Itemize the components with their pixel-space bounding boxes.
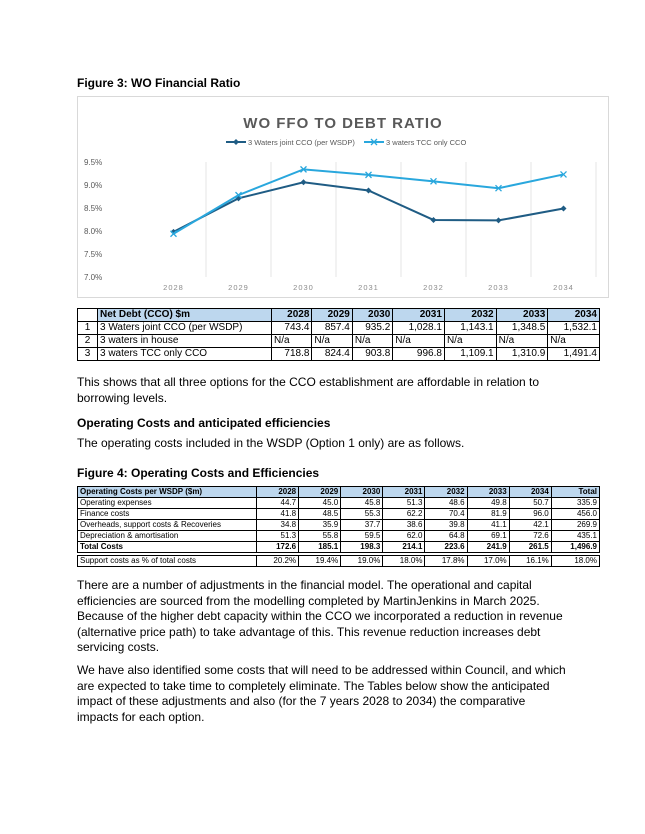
- table-cell: 51.3: [257, 531, 299, 542]
- total-cell: 172.6: [257, 542, 299, 553]
- figure-4-title: Figure 4: Operating Costs and Efficiencies: [77, 466, 320, 480]
- table-cell: 1,109.1: [444, 348, 496, 361]
- table-cell: 72.6: [509, 531, 551, 542]
- header-cell: 2031: [383, 487, 425, 498]
- header-cell: 2029: [299, 487, 341, 498]
- total-cell: 185.1: [299, 542, 341, 553]
- table-row: [78, 322, 600, 335]
- table-cell: 70.4: [425, 509, 467, 520]
- y-tick-label: 9.0%: [84, 181, 103, 190]
- x-tick-label: 2034: [553, 283, 574, 292]
- table-cell: 2: [78, 335, 98, 348]
- operating-costs-table: [77, 486, 600, 567]
- table-cell: Finance costs: [78, 509, 257, 520]
- table-cell: 50.7: [509, 498, 551, 509]
- support-cell: 17.0%: [467, 556, 509, 567]
- x-tick-label: 2029: [228, 283, 249, 292]
- data-point-s1: [301, 179, 307, 185]
- table-cell: N/a: [444, 335, 496, 348]
- table-cell: 62.2: [383, 509, 425, 520]
- table-cell: 39.8: [425, 520, 467, 531]
- total-cell: 223.6: [425, 542, 467, 553]
- legend-label-2: 3 waters TCC only CCO: [386, 138, 467, 147]
- header-cell: 2032: [425, 487, 467, 498]
- table-cell: 49.8: [467, 498, 509, 509]
- table-cell: 824.4: [312, 348, 352, 361]
- table-cell: 38.6: [383, 520, 425, 531]
- header-cell: 2028: [257, 487, 299, 498]
- table-cell: 81.9: [467, 509, 509, 520]
- table-cell: 55.8: [299, 531, 341, 542]
- x-tick-label: 2031: [358, 283, 379, 292]
- table-cell: 1,028.1: [393, 322, 445, 335]
- header-cell: 2033: [496, 309, 548, 322]
- table-row: [78, 520, 600, 531]
- paragraph-operating-costs: The operating costs included in the WSDP (Option 1 only) are as follows.: [77, 436, 465, 450]
- header-cell: Net Debt (CCO) $m: [98, 309, 272, 322]
- table-cell: 1,491.4: [548, 348, 600, 361]
- header-cell: 2033: [467, 487, 509, 498]
- total-cell: 241.9: [467, 542, 509, 553]
- y-tick-label: 7.5%: [84, 250, 103, 259]
- data-point-s1: [366, 188, 372, 194]
- header-cell: 2030: [341, 487, 383, 498]
- y-tick-label: 8.5%: [84, 204, 103, 213]
- table-cell: 48.5: [299, 509, 341, 520]
- data-point-s1: [561, 205, 567, 211]
- support-cell: 19.0%: [341, 556, 383, 567]
- y-tick-label: 8.0%: [84, 227, 103, 236]
- support-cell: 20.2%: [257, 556, 299, 567]
- paragraph-adjustments: There are a number of adjustments in the financial model. The operational and capital efficiencies are sourced from the modelling completed by MartinJenkins in March 2025. Because of the higher debt capacity within the CCO we incorporated a reduction in revenue (alternative price path) to take advantage of this. This revenue reduction increases debt servicing costs.: [77, 578, 563, 654]
- table-cell: 269.9: [551, 520, 599, 531]
- table-cell: 935.2: [352, 322, 392, 335]
- x-tick-label: 2033: [488, 283, 509, 292]
- support-percentage-row: [78, 556, 600, 567]
- header-cell: 2029: [312, 309, 352, 322]
- table-cell: 42.1: [509, 520, 551, 531]
- table-cell: 1,348.5: [496, 322, 548, 335]
- table-cell: 45.0: [299, 498, 341, 509]
- data-point-s1: [431, 217, 437, 223]
- table-row: [78, 531, 600, 542]
- table-cell: N/a: [272, 335, 312, 348]
- table-cell: 45.8: [341, 498, 383, 509]
- table-cell: 55.3: [341, 509, 383, 520]
- table-cell: Overheads, support costs & Recoveries: [78, 520, 257, 531]
- table-cell: N/a: [312, 335, 352, 348]
- table-cell: 335.9: [551, 498, 599, 509]
- total-cell: Total Costs: [78, 542, 257, 553]
- header-cell: 2028: [272, 309, 312, 322]
- table-cell: 35.9: [299, 520, 341, 531]
- table-cell: 903.8: [352, 348, 392, 361]
- header-cell: 2031: [393, 309, 445, 322]
- table-cell: 1,310.9: [496, 348, 548, 361]
- table-cell: Operating expenses: [78, 498, 257, 509]
- chart-title: WO FFO TO DEBT RATIO: [243, 115, 443, 132]
- header-cell: Total: [551, 487, 599, 498]
- table-cell: 3 Waters joint CCO (per WSDP): [98, 322, 272, 335]
- table-row: [78, 498, 600, 509]
- x-tick-label: 2030: [293, 283, 314, 292]
- y-tick-label: 9.5%: [84, 158, 103, 167]
- header-cell: 2030: [352, 309, 392, 322]
- table-cell: 1,143.1: [444, 322, 496, 335]
- table-cell: 857.4: [312, 322, 352, 335]
- table-cell: 3: [78, 348, 98, 361]
- table-cell: 456.0: [551, 509, 599, 520]
- paragraph-affordability: This shows that all three options for the CCO establishment are affordable in relation to borrowing levels.: [77, 375, 540, 405]
- net-debt-table: [77, 308, 600, 361]
- header-cell: 2032: [444, 309, 496, 322]
- support-cell: Support costs as % of total costs: [78, 556, 257, 567]
- header-cell: 2034: [548, 309, 600, 322]
- table-cell: 69.1: [467, 531, 509, 542]
- ffo-debt-ratio-chart: [77, 96, 609, 298]
- figure-3-title: Figure 3: WO Financial Ratio: [77, 76, 241, 90]
- total-row: [78, 542, 600, 553]
- table-cell: 96.0: [509, 509, 551, 520]
- legend-label-1: 3 Waters joint CCO (per WSDP): [248, 138, 355, 147]
- table-cell: 34.8: [257, 520, 299, 531]
- table-cell: 996.8: [393, 348, 445, 361]
- total-cell: 261.5: [509, 542, 551, 553]
- table-cell: 3 waters TCC only CCO: [98, 348, 272, 361]
- table-cell: 37.7: [341, 520, 383, 531]
- table-cell: N/a: [548, 335, 600, 348]
- table-row: [78, 335, 600, 348]
- table-cell: N/a: [393, 335, 445, 348]
- support-cell: 18.0%: [551, 556, 599, 567]
- support-cell: 19.4%: [299, 556, 341, 567]
- table-cell: 41.1: [467, 520, 509, 531]
- table-cell: 3 waters in house: [98, 335, 272, 348]
- chart-svg: [78, 97, 608, 297]
- header-cell: 2034: [509, 487, 551, 498]
- total-cell: 214.1: [383, 542, 425, 553]
- table-cell: 718.8: [272, 348, 312, 361]
- table-row: [78, 348, 600, 361]
- table-cell: 44.7: [257, 498, 299, 509]
- table-cell: 41.8: [257, 509, 299, 520]
- table-cell: 435.1: [551, 531, 599, 542]
- table-header-row: [78, 487, 600, 498]
- x-tick-label: 2032: [423, 283, 444, 292]
- header-cell: [78, 309, 98, 322]
- table-cell: 59.5: [341, 531, 383, 542]
- support-cell: 17.8%: [425, 556, 467, 567]
- table-cell: 62.0: [383, 531, 425, 542]
- y-tick-label: 7.0%: [84, 273, 103, 282]
- table-header-row: [78, 309, 600, 322]
- heading-operating-costs: Operating Costs and anticipated efficiencies: [77, 416, 331, 430]
- table-cell: 64.8: [425, 531, 467, 542]
- paragraph-council-costs: We have also identified some costs that will need to be addressed within Council, and which are expected to take time to completely eliminate. The Tables below show the anticipated impact of these adjustments and also (for the 7 years 2028 to 2034) the comparative impacts for each option.: [77, 663, 566, 724]
- total-cell: 1,496.9: [551, 542, 599, 553]
- table-cell: N/a: [352, 335, 392, 348]
- data-point-s1: [496, 217, 502, 223]
- total-cell: 198.3: [341, 542, 383, 553]
- support-cell: 16.1%: [509, 556, 551, 567]
- support-cell: 18.0%: [383, 556, 425, 567]
- table-cell: 48.6: [425, 498, 467, 509]
- x-tick-label: 2028: [163, 283, 184, 292]
- table-cell: 51.3: [383, 498, 425, 509]
- table-cell: Depreciation & amortisation: [78, 531, 257, 542]
- table-cell: N/a: [496, 335, 548, 348]
- legend-marker-1: [233, 139, 239, 145]
- header-cell: Operating Costs per WSDP ($m): [78, 487, 257, 498]
- table-row: [78, 509, 600, 520]
- table-cell: 1,532.1: [548, 322, 600, 335]
- table-cell: 743.4: [272, 322, 312, 335]
- table-cell: 1: [78, 322, 98, 335]
